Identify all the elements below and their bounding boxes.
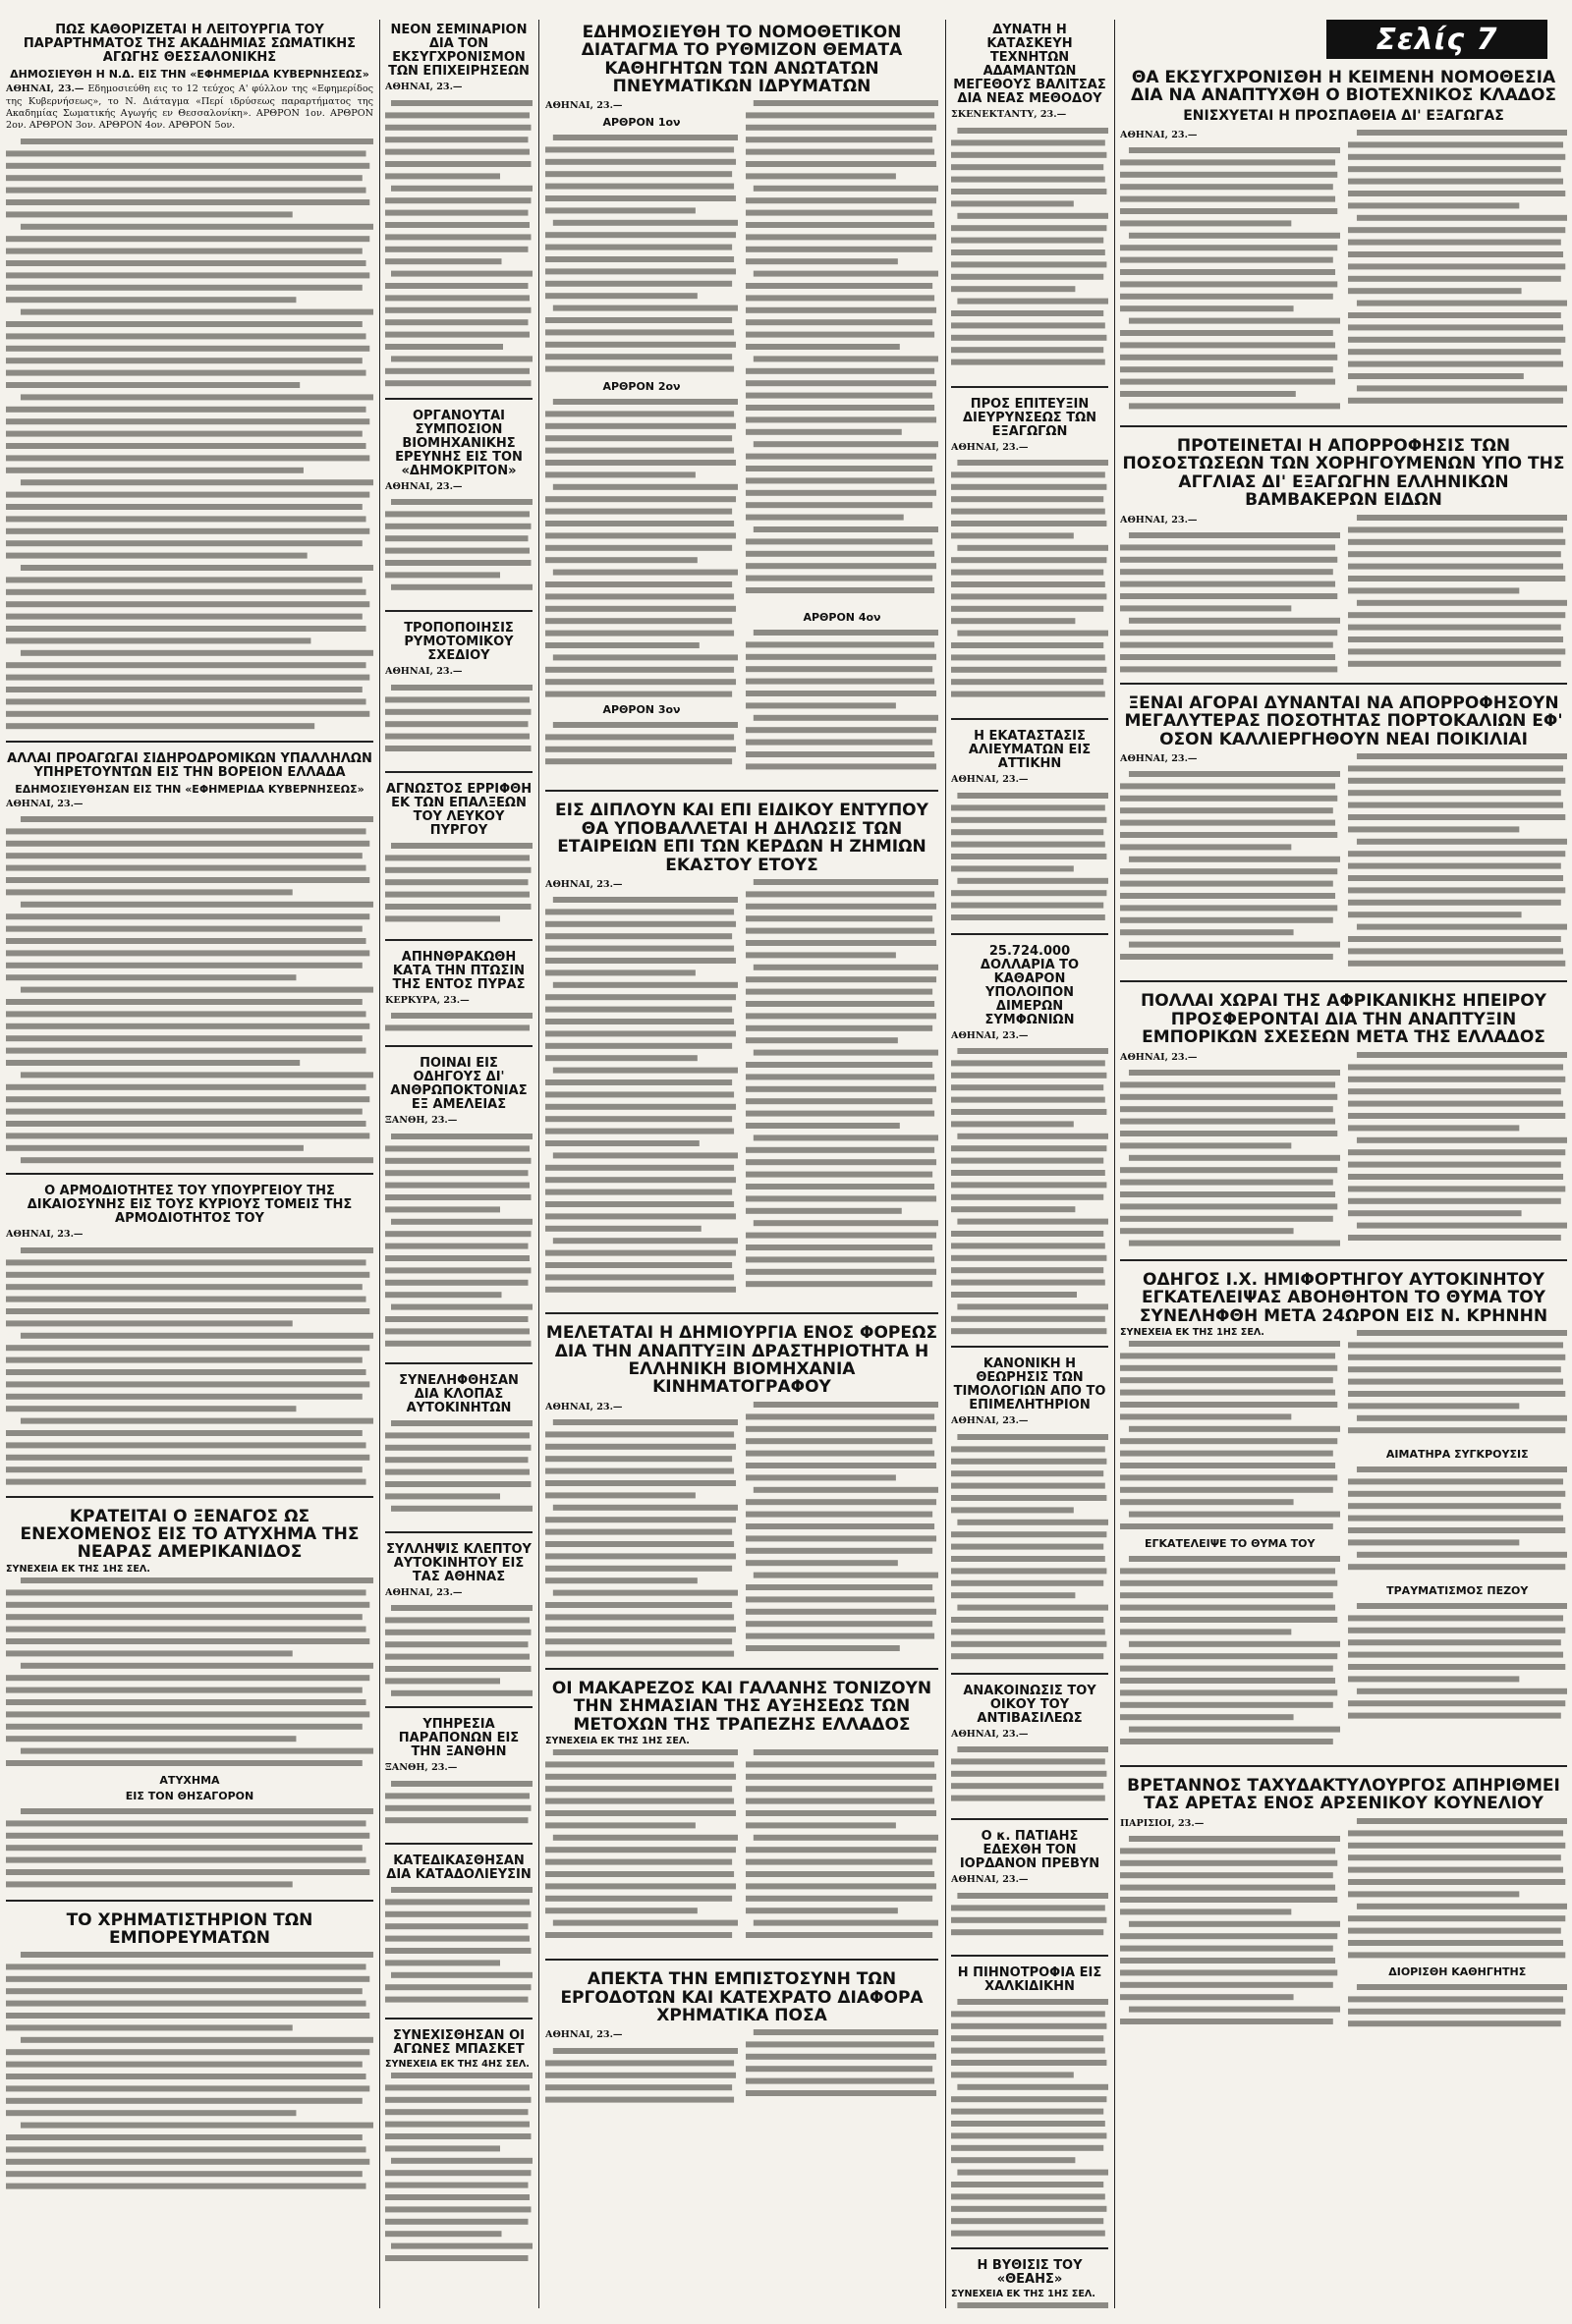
headline: ΣΥΛΛΗΨΙΣ ΚΛΕΠΤΟΥ ΑΥΤΟΚΙΝΗΤΟΥ ΕΙΣ ΤΑΣ ΑΘΗΝΑΣ (386, 1541, 532, 1584)
article-text-continued (385, 97, 533, 392)
two-column-body (1120, 750, 1567, 974)
article-text-continued (1120, 1833, 1340, 2029)
article-text-continued (385, 1417, 533, 1525)
article-text-continued (1120, 144, 1340, 419)
article-text-continued (1348, 1464, 1568, 1581)
article-body (545, 100, 738, 112)
article-oranges (1120, 694, 1567, 982)
dateline: ΑΘΗΝΑΙ, 23.— (951, 1029, 1029, 1041)
headline: ΕΔΗΜΟΣΙΕΥΘΗ ΤΟ ΝΟΜΟΘΕΤΙΚΟΝ ΔΙΑΤΑΓΜΑ ΤΟ ΡΥΘΜΙΖΟΝ ΘΕΜΑΤΑ ΚΑΘΗΓΗΤΩΝ ΤΩΝ ΑΝΩΤΑΤΩΝ ΠΝΕΥΜΑΤΙΚΩΝ ΙΔΡΥΜΑΤΩΝ (581, 23, 903, 97)
article-text-continued (951, 790, 1108, 927)
text-column (545, 1399, 738, 1662)
article-text-continued (1120, 1553, 1340, 1759)
text-column (746, 876, 938, 1306)
article-body (951, 109, 1108, 121)
dateline: ΑΘΗΝΑΙ, 23.— (1120, 129, 1198, 140)
continued-label: ΣΥΝΕΧΕΙΑ ΕΚ ΤΗΣ 1ΗΣ ΣΕΛ. (545, 1736, 690, 1747)
article-text-continued (1348, 1600, 1568, 1728)
article-text-continued (6, 813, 373, 1167)
article-text-continued (1348, 1815, 1568, 1963)
headline: ΑΓΝΩΣΤΟΣ ΕΡΡΙΦΘΗ ΕΚ ΤΩΝ ΕΠΑΛΞΕΩΝ ΤΟΥ ΛΕΥΚΟΥ ΠΥΡΓΟΥ (385, 781, 533, 838)
article-text-continued (1120, 529, 1340, 677)
column-1 (6, 20, 373, 2308)
headline: ΚΡΑΤΕΙΤΑΙ Ο ΞΕΝΑΓΟΣ ΩΣ ΕΝΕΧΟΜΕΝΟΣ ΕΙΣ ΤΟ ΑΤΥΧΗΜΑ ΤΗΣ ΝΕΑΡΑΣ ΑΜΕΡΙΚΑΝΙΔΟΣ (20, 1506, 360, 1563)
article-text-continued (1120, 768, 1340, 974)
column-rule (379, 20, 380, 2308)
dateline: ΑΘΗΝΑΙ, 23.— (385, 82, 463, 93)
two-column-body (1120, 1815, 1567, 2030)
continued-label: ΣΥΝΕΧΕΙΑ ΕΚ ΤΗΣ 1ΗΣ ΣΕΛ. (1120, 1327, 1264, 1339)
text-column (746, 97, 938, 784)
article-text-continued (1348, 750, 1568, 971)
article-professors-decree (545, 24, 938, 792)
article-body (951, 1415, 1108, 1427)
text-column (1120, 1327, 1340, 1759)
article-text-continued (545, 132, 738, 377)
article-bilateral (951, 945, 1108, 1349)
article-sinking (951, 2259, 1108, 2308)
headline: ΣΥΝΕΛΗΦΘΗΣΑΝ ΔΙΑ ΚΛΟΠΑΣ ΑΥΤΟΚΙΝΗΤΩΝ (399, 1372, 519, 1415)
headline: ΚΑΤΕΔΙΚΑΣΘΗΣΑΝ ΔΙΑ ΚΑΤΑΔΟΛΙΕΥΣΙΝ (386, 1853, 532, 1882)
section-label: ΑΡΘΡΟΝ 4ον (803, 611, 881, 625)
dateline: ΞΑΝΘΗ, 23.— (385, 1115, 458, 1127)
two-column-body (1120, 127, 1567, 419)
dateline: ΠΑΡΙΣΙΟΙ, 23.— (1120, 1817, 1205, 1829)
article-text-continued (1348, 1981, 1568, 2030)
headline: Η ΠΙΗΝΟΤΡΟΦΙΑ ΕΙΣ ΧΑΛΚΙΔΙΚΗΝ (957, 1964, 1102, 1994)
article-africa-trade (1120, 992, 1567, 1260)
subheadline: ΕΔΗΜΟΣΙΕΥΘΗΣΑΝ ΕΙΣ ΤΗΝ «ΕΦΗΜΕΡΙΔΑ ΚΥΒΕΡΝΗΣΕΩΣ» (15, 782, 365, 796)
headline: ΠΡΟΣ ΕΠΙΤΕΥΞΙΝ ΔΙΕΥΡΥΝΣΕΩΣ ΤΩΝ ΕΞΑΓΩΓΩΝ (962, 396, 1097, 439)
section-label: ΑΡΘΡΟΝ 3ον (602, 702, 681, 716)
article-text-continued (545, 894, 738, 1306)
article-text-continued (385, 1010, 533, 1039)
article-text-continued (951, 1743, 1108, 1812)
article-basketball (385, 2029, 533, 2272)
headline: ΜΕΛΕΤΑΤΑΙ Η ΔΗΜΙΟΥΡΓΙΑ ΕΝΟΣ ΦΟΡΕΩΣ ΔΙΑ ΤΗΝ ΑΝΑΠΤΥΞΙΝ ΔΡΑΣΤΗΡΙΟΤΗΤΑ Η ΕΛΛΗΝΙΚΗ ΒΙΟΜΗΧΑΝΙΑ ΚΙΝΗΜΑΤΟΓΡΑΦΟΥ (545, 1323, 938, 1398)
article-text-continued (746, 876, 938, 1299)
article-text-continued (545, 1746, 738, 1953)
dateline: ΑΘΗΝΑΙ, 23.— (385, 1586, 463, 1598)
headline: ΚΑΝΟΝΙΚΗ Η ΘΕΩΡΗΣΙΣ ΤΩΝ ΤΙΜΟΛΟΓΙΩΝ ΑΠΟ ΤΟ ΕΠΙΜΕΛΗΤΗΡΙΟΝ (953, 1356, 1106, 1413)
article-body (385, 82, 533, 93)
article-car-theft (385, 1374, 533, 1533)
article-text-continued (746, 627, 938, 784)
article-text-continued (746, 1746, 938, 1953)
section-label: ΑΙΜΑΤΗΡΑ ΣΥΓΚΡΟΥΣΙΣ (1385, 1448, 1529, 1462)
headline: ΑΝΑΚΟΙΝΩΣΙΣ ΤΟΥ ΟΙΚΟΥ ΤΟΥ ΑΝΤΙΒΑΣΙΛΕΩΣ (963, 1683, 1096, 1726)
section-label: ΑΤΥΧΗΜΑ (159, 1773, 220, 1787)
headline: ΟΙ ΜΑΚΑΡΕΖΟΣ ΚΑΙ ΓΑΛΑΝΗΣ ΤΟΝΙΖΟΥΝ ΤΗΝ ΣΗΜΑΣΙΑΝ ΤΗΣ ΑΥΞΗΣΕΩΣ ΤΩΝ ΜΕΤΟΧΩΝ ΤΗΣ ΤΡΑΠΕΖΗΣ ΕΛΛΑΔΟΣ (551, 1679, 932, 1735)
headline: ΔΥΝΑΤΗ Η ΚΑΤΑΣΚΕΥΗ ΤΕΧΝΗΤΩΝ ΑΔΑΜΑΝΤΩΝ ΜΕΓΕΘΟΥΣ ΒΑΛΙΤΣΑΣ ΔΙΑ ΝΕΑΣ ΜΕΘΟΔΟΥ (953, 23, 1106, 107)
article-body (951, 1030, 1108, 1042)
dateline: ΑΘΗΝΑΙ, 23.— (6, 1229, 84, 1241)
headline: 25.724.000 ΔΟΛΛΑΡΙΑ ΤΟ ΚΑΘΑΡΟΝ ΥΠΟΛΟΙΠΟΝ ΔΙΜΕΡΩΝ ΣΥΜΦΩΝΙΩΝ (980, 943, 1080, 1027)
headline: ΕΙΣ ΔΙΠΛΟΥΝ ΚΑΙ ΕΠΙ ΕΙΔΙΚΟΥ ΕΝΤΥΠΟΥ ΘΑ ΥΠΟΒΑΛΛΕΤΑΙ Η ΔΗΛΩΣΙΣ ΤΩΝ ΕΤΑΙΡΕΙΩΝ ΕΠΙ ΤΩΝ ΚΕΡΔΩΝ Η ΖΗΜΙΩΝ ΕΚΑΣΤΟΥ ΕΤΟΥΣ (555, 801, 928, 875)
article-text-continued (6, 1245, 373, 1490)
headline: ΒΡΕΤΑΝΝΟΣ ΤΑΧΥΔΑΚΤΥΛΟΥΡΓΟΣ ΑΠΗΡΙΘΜΕΙ ΤΑΣ ΑΡΕΤΑΣ ΕΝΟΣ ΑΡΣΕΝΙΚΟΥ ΚΟΥΝΕΛΙΟΥ (1127, 1776, 1560, 1814)
text-column (545, 97, 738, 784)
column-rule (945, 20, 946, 2308)
article-body (385, 1587, 533, 1599)
headline: ΠΟΛΛΑΙ ΧΩΡΑΙ ΤΗΣ ΑΦΡΙΚΑΝΙΚΗΣ ΗΠΕΙΡΟΥ ΠΡΟΣΦΕΡΟΝΤΑΙ ΔΙΑ ΤΗΝ ΑΝΑΠΤΥΞΙΝ ΕΜΠΟΡΙΚΩΝ ΣΧΕΣΕΩΝ ΜΕΤΑ ΤΗΣ ΕΛΛΑΔΟΣ (1141, 991, 1546, 1048)
article-body (385, 995, 533, 1007)
dateline: ΑΘΗΝΑΙ, 23.— (951, 774, 1029, 786)
article-text-continued (1348, 1049, 1568, 1250)
article-exports (951, 398, 1108, 721)
article-body (545, 1402, 738, 1413)
article-text-continued (951, 1890, 1108, 1949)
article-invoices (951, 1357, 1108, 1675)
article-text-continued (545, 719, 738, 778)
text-column (1348, 1327, 1568, 1759)
column-3 (545, 20, 938, 2308)
article-bank-shares (545, 1680, 938, 1961)
article-body (951, 1729, 1108, 1741)
two-column-body (545, 1746, 938, 1953)
article-company-declarations (545, 802, 938, 1314)
section-label: ΑΡΘΡΟΝ 2ον (602, 379, 681, 393)
dateline: ΑΘΗΝΑΙ, 23.— (385, 666, 463, 678)
article-poultry (951, 1966, 1108, 2249)
article-text-continued (385, 1131, 533, 1356)
article-text-continued (951, 125, 1108, 380)
two-column-body (1120, 1049, 1567, 1253)
article-body (385, 1762, 533, 1774)
article-text-continued (1348, 512, 1568, 674)
article-urban-plan (385, 622, 533, 773)
dateline: ΑΘΗΝΑΙ, 23.— (545, 878, 623, 890)
article-body (6, 83, 373, 133)
article-text-continued (385, 682, 533, 765)
continued-label: ΣΥΝΕΧΕΙΑ ΕΚ ΤΗΣ 4ΗΣ ΣΕΛ. (385, 2058, 530, 2070)
article-railway (6, 752, 373, 1175)
article-film-industry (545, 1324, 938, 1670)
article-body (6, 799, 373, 810)
column-rule (538, 20, 539, 2308)
dateline: ΑΘΗΝΑΙ, 23.— (951, 1728, 1029, 1740)
dateline: ΑΘΗΝΑΙ, 23.— (385, 480, 463, 492)
text-column (1120, 1049, 1340, 1253)
article-text-continued (1348, 1327, 1568, 1445)
headline: ΘΑ ΕΚΣΥΓΧΡΟΝΙΣΘΗ Η ΚΕΙΜΕΝΗ ΝΟΜΟΘΕΣΙΑ ΔΙΑ ΝΑ ΑΝΑΠΤΥΧΘΗ Ο ΒΙΟΤΕΧΝΙΚΟΣ ΚΛΑΔΟΣ (1130, 68, 1557, 106)
continued-label: ΣΥΝΕΧΕΙΑ ΕΚ ΤΗΣ 1ΗΣ ΣΕΛ. (6, 1563, 150, 1575)
two-column-body (545, 97, 938, 784)
section-label: ΕΙΣ ΤΟΝ ΘΗΣΑΓΟΡΟΝ (125, 1789, 254, 1802)
article-cotton-exports (1120, 437, 1567, 685)
dateline: ΑΘΗΝΑΙ, 23.— (545, 1401, 623, 1412)
article-regent (951, 1685, 1108, 1821)
text-column (545, 2026, 738, 2113)
headline: ΑΠΗΝΘΡΑΚΩΘΗ ΚΑΤΑ ΤΗΝ ΠΤΩΣΙΝ ΤΗΣ ΕΝΤΟΣ ΠΥΡΑΣ (392, 949, 526, 992)
dateline: ΞΑΝΘΗ, 23.— (385, 1762, 458, 1774)
subheadline: ΕΝΙΣΧΥΕΤΑΙ Η ΠΡΟΣΠΑΘΕΙΑ ΔΙ' ΕΞΑΓΩΓΑΣ (1183, 107, 1504, 124)
section-label: ΤΡΑΥΜΑΤΙΣΜΟΣ ΠΕΖΟΥ (1386, 1584, 1529, 1598)
article-seminar (385, 24, 533, 400)
headline: ΠΩΣ ΚΑΘΟΡΙΖΕΤΑΙ Η ΛΕΙΤΟΥΡΓΙΑ ΤΟΥ ΠΑΡΑΡΤΗΜΑΤΟΣ ΤΗΣ ΑΚΑΔΗΜΙΑΣ ΣΩΜΑΤΙΚΗΣ ΑΓΩΓΗΣ ΘΕΣΣΑΛΟΝΙΚΗΣ (23, 23, 357, 66)
article-body (545, 879, 738, 891)
article-jordan-ambassador (951, 1830, 1108, 1957)
article-text-continued (6, 136, 373, 735)
article-text-continued (385, 496, 533, 604)
article-text-continued (385, 2070, 533, 2266)
section-label: ΕΓΚΑΤΕΛΕΙΨΕ ΤΟ ΘΥΜΑ ΤΟΥ (1145, 1537, 1316, 1551)
dateline: ΑΘΗΝΑΙ, 23.— (951, 1415, 1029, 1427)
article-body (951, 1874, 1108, 1886)
article-text-continued (6, 1575, 373, 1771)
article-text-continued (746, 2026, 938, 2110)
article-body (1120, 515, 1340, 526)
headline: ΝΕΟΝ ΣΕΜΙΝΑΡΙΟΝ ΔΙΑ ΤΟΝ ΕΚΣΥΓΧΡΟΝΙΣΜΟΝ ΤΩΝ ΕΠΙΧΕΙΡΗΣΕΩΝ (388, 23, 530, 80)
headline: ΥΠΗΡΕΣΙΑ ΠΑΡΑΠΟΝΩΝ ΕΙΣ ΤΗΝ ΞΑΝΘΗΝ (398, 1717, 520, 1760)
text-column (1120, 1815, 1340, 2030)
two-column-body (1120, 1327, 1567, 1759)
article-body (6, 1229, 373, 1241)
article-text-continued (951, 2299, 1108, 2308)
article-white-tower (385, 783, 533, 941)
headline: ΤΟ ΧΡΗΜΑΤΙΣΤΗΡΙΟΝ ΤΩΝ ΕΜΠΟΡΕΥΜΑΤΩΝ (66, 1909, 313, 1949)
two-column-body (545, 2026, 938, 2113)
article-body (951, 442, 1108, 454)
dateline: ΑΘΗΝΑΙ, 23.— (545, 2029, 623, 2041)
article-hit-and-run (1120, 1271, 1567, 1767)
article-text-continued (951, 457, 1108, 712)
text-column (1120, 750, 1340, 974)
text-column (1120, 127, 1340, 419)
article-penalties (385, 1057, 533, 1364)
text-column (545, 876, 738, 1306)
headline: Ο ΑΡΜΟΔΙΟΤΗΤΕΣ ΤΟΥ ΥΠΟΥΡΓΕΙΟΥ ΤΗΣ ΔΙΚΑΙΟΣΥΝΗΣ ΕΙΣ ΤΟΥΣ ΚΥΡΙΟΥΣ ΤΟΜΕΙΣ ΤΗΣ ΑΡΜΟΔΙΟΤΗΤΟΣ ΤΟΥ (27, 1184, 353, 1227)
headline: ΠΟΙΝΑΙ ΕΙΣ ΟΔΗΓΟΥΣ ΔΙ' ΑΝΘΡΩΠΟΚΤΟΝΙΑΣ ΕΞ ΑΜΕΛΕΙΑΣ (390, 1056, 528, 1113)
headline: Η ΒΥΘΙΣΙΣ ΤΟΥ «ΘΕΑΗΣ» (977, 2257, 1083, 2287)
article-magician-rabbit (1120, 1777, 1567, 2036)
article-fisheries (951, 730, 1108, 935)
column-2 (385, 20, 533, 2308)
dateline: ΚΕΡΚΥΡΑ, 23.— (385, 994, 470, 1006)
two-column-body (1120, 512, 1567, 677)
text-column (746, 1399, 938, 1662)
article-text-continued (6, 1805, 373, 1894)
column-rule (1114, 20, 1115, 2308)
article-body (1120, 753, 1340, 765)
column-4 (951, 20, 1108, 2308)
article-diamonds (951, 24, 1108, 388)
headline: ΤΡΟΠΟΠΟΙΗΣΙΣ ΡΥΜΟΤΟΜΙΚΟΥ ΣΧΕΔΙΟΥ (404, 621, 514, 664)
article-body (545, 2029, 738, 2041)
article-text-continued (951, 1045, 1108, 1340)
article-text-continued (385, 1884, 533, 2012)
dateline: ΑΘΗΝΑΙ, 23.— (6, 83, 84, 95)
dateline: ΑΘΗΝΑΙ, 23.— (545, 100, 623, 112)
article-text-continued (746, 1399, 938, 1656)
article-fraud (385, 1854, 533, 2020)
dateline: ΑΘΗΝΑΙ, 23.— (1120, 1051, 1198, 1063)
two-column-body (545, 876, 938, 1306)
article-commodities (6, 1911, 373, 2211)
article-guide (6, 1508, 373, 1902)
continued-label: ΣΥΝΕΧΕΙΑ ΕΚ ΤΗΣ 1ΗΣ ΣΕΛ. (951, 2288, 1095, 2299)
article-embezzlement (545, 1970, 938, 2119)
dateline: ΑΘΗΝΑΙ, 23.— (951, 1874, 1029, 1886)
article-body (951, 774, 1108, 786)
dateline: ΑΘΗΝΑΙ, 23.— (1120, 514, 1198, 526)
article-symposium (385, 410, 533, 613)
headline: ΠΡΟΤΕΙΝΕΤΑΙ Η ΑΠΟΡΡΟΦΗΣΙΣ ΤΩΝ ΠΟΣΟΣΤΩΣΕΩΝ ΤΩΝ ΧΟΡΗΓΟΥΜΕΝΩΝ ΥΠΟ ΤΗΣ ΑΓΓΛΙΑΣ ΔΙ' ΕΞΑΓΩΓΗΝ ΕΛΛΗΝΙΚΩΝ ΒΑΜΒΑΚΕΡΩΝ ΕΙΔΩΝ (1122, 436, 1565, 511)
headline: ΑΛΛΑΙ ΠΡΟΑΓΩΓΑΙ ΣΙΔΗΡΟΔΡΟΜΙΚΩΝ ΥΠΑΛΛΗΛΩΝ ΥΠΗΡΕΤΟΥΝΤΩΝ ΕΙΣ ΤΗΝ ΒΟΡΕΙΟΝ ΕΛΛΑΔΑ (7, 750, 372, 780)
article-justice (6, 1185, 373, 1498)
text-column (1348, 1815, 1568, 2030)
article-text-continued (1120, 1067, 1340, 1253)
section-label: ΔΙΟΡΙΣΘΗ ΚΑΘΗΓΗΤΗΣ (1388, 1964, 1527, 1978)
article-text-continued (385, 840, 533, 933)
article-body (1120, 1052, 1340, 1064)
article-text-continued (1348, 127, 1568, 416)
page-number-masthead: Σελίς 7 (1326, 20, 1547, 59)
dateline: ΑΘΗΝΑΙ, 23.— (951, 441, 1029, 453)
article-text-continued (385, 1602, 533, 1700)
headline: ΣΥΝΕΧΙΣΘΗΣΑΝ ΟΙ ΑΓΩΝΕΣ ΜΠΑΣΚΕΤ (393, 2027, 525, 2057)
article-text-continued (746, 97, 938, 608)
headline: ΟΔΗΓΟΣ Ι.Χ. ΗΜΙΦΟΡΤΗΓΟΥ ΑΥΤΟΚΙΝΗΤΟΥ ΕΓΚΑΤΕΛΕΙΨΑΣ ΑΒΟΗΘΗΤΟΝ ΤΟ ΘΥΜΑ ΤΟΥ ΣΥΝΕΛΗΦΘΗ ΜΕΤΑ 24ΩΡΟΝ ΕΙΣ Ν. ΚΡΗΝΗΝ (1139, 1269, 1548, 1326)
article-text: Εδημοσιεύθη εις το 12 τεύχος Α' φύλλον της «Εφημερίδος της Κυβερνήσεως», το Ν. Διάταγμα «Περί ιδρύσεως παραρτήματος της Ακαδημίας Σωματικής Αγωγής εν Θεσσαλονίκη». ΑΡΘΡΟΝ 1ον. ΑΡΘΡΟΝ 2ον. ΑΡΘΡΟΝ 3ον. ΑΡΘΡΟΝ 4ον. ΑΡΘΡΟΝ 5ον. (6, 83, 373, 132)
dateline: ΣΚΕΝΕΚΤΑΝΤΥ, 23.— (951, 109, 1067, 121)
article-body (1120, 1818, 1340, 1830)
headline: Η ΕΚΑΤΑΣΤΑΣΙΣ ΑΛΙΕΥΜΑΤΩΝ ΕΙΣ ΑΤΤΙΚΗΝ (968, 729, 1092, 772)
article-car-thief-athens (385, 1543, 533, 1709)
headline: Ο κ. ΠΑΤΙΑΗΣ ΕΔΕΧΘΗ ΤΟΝ ΙΟΡΔΑΝΟΝ ΠΡΕΒΥΝ (959, 1829, 1100, 1872)
headline: ΑΠΕΚΤΑ ΤΗΝ ΕΜΠΙΣΤΟΣΥΝΗ ΤΩΝ ΕΡΓΟΔΟΤΩΝ ΚΑΙ ΚΑΤΕΧΡΑΤΟ ΔΙΑΦΟΡΑ ΧΡΗΜΑΤΙΚΑ ΠΟΣΑ (560, 1969, 924, 2025)
column-5 (1120, 65, 1567, 2308)
article-body (385, 666, 533, 678)
dateline: ΑΘΗΝΑΙ, 23.— (1120, 753, 1198, 765)
article-body (385, 1115, 533, 1127)
article-text-continued (545, 1416, 738, 1662)
article-pyre (385, 951, 533, 1048)
article-text-continued (951, 1431, 1108, 1667)
article-text-continued (951, 1996, 1108, 2241)
headline: ΞΕΝΑΙ ΑΓΟΡΑΙ ΔΥΝΑΝΤΑΙ ΝΑ ΑΠΟΡΡΟΦΗΣΟΥΝ ΜΕΓΑΛΥΤΕΡΑΣ ΠΟΣΟΤΗΤΑΣ ΠΟΡΤΟΚΑΛΙΩΝ ΕΦ' ΟΣΟΝ ΚΑΛΛΙΕΡΓΗΘΟΥΝ ΝΕΑΙ ΠΟΙΚΙΛΙΑΙ (1124, 692, 1563, 749)
article-complaints (385, 1718, 533, 1845)
two-column-body (545, 1399, 938, 1662)
text-column (1120, 512, 1340, 677)
article-text-continued (545, 2045, 738, 2114)
article-text-continued (545, 396, 738, 700)
section-label: ΑΡΘΡΟΝ 1ον (602, 115, 681, 129)
article-text-continued (1120, 1338, 1340, 1534)
article-crafts-legislation (1120, 69, 1567, 427)
article-body (1120, 130, 1340, 141)
article-text-continued (6, 1949, 373, 2204)
article-body (385, 481, 533, 493)
article-text-continued (385, 1778, 533, 1837)
headline: ΟΡΓΑΝΟΥΤΑΙ ΣΥΜΠΟΣΙΟΝ ΒΙΟΜΗΧΑΝΙΚΗΣ ΕΡΕΥΝΗΣ ΕΙΣ ΤΟΝ «ΔΗΜΟΚΡΙΤΟΝ» (395, 408, 523, 478)
article-academy (6, 24, 373, 743)
subheadline: ΔΗΜΟΣΙΕΥΘΗ Η Ν.Δ. ΕΙΣ ΤΗΝ «ΕΦΗΜΕΡΙΔΑ ΚΥΒΕΡΝΗΣΕΩΣ» (10, 68, 369, 82)
dateline: ΑΘΗΝΑΙ, 23.— (6, 798, 84, 809)
